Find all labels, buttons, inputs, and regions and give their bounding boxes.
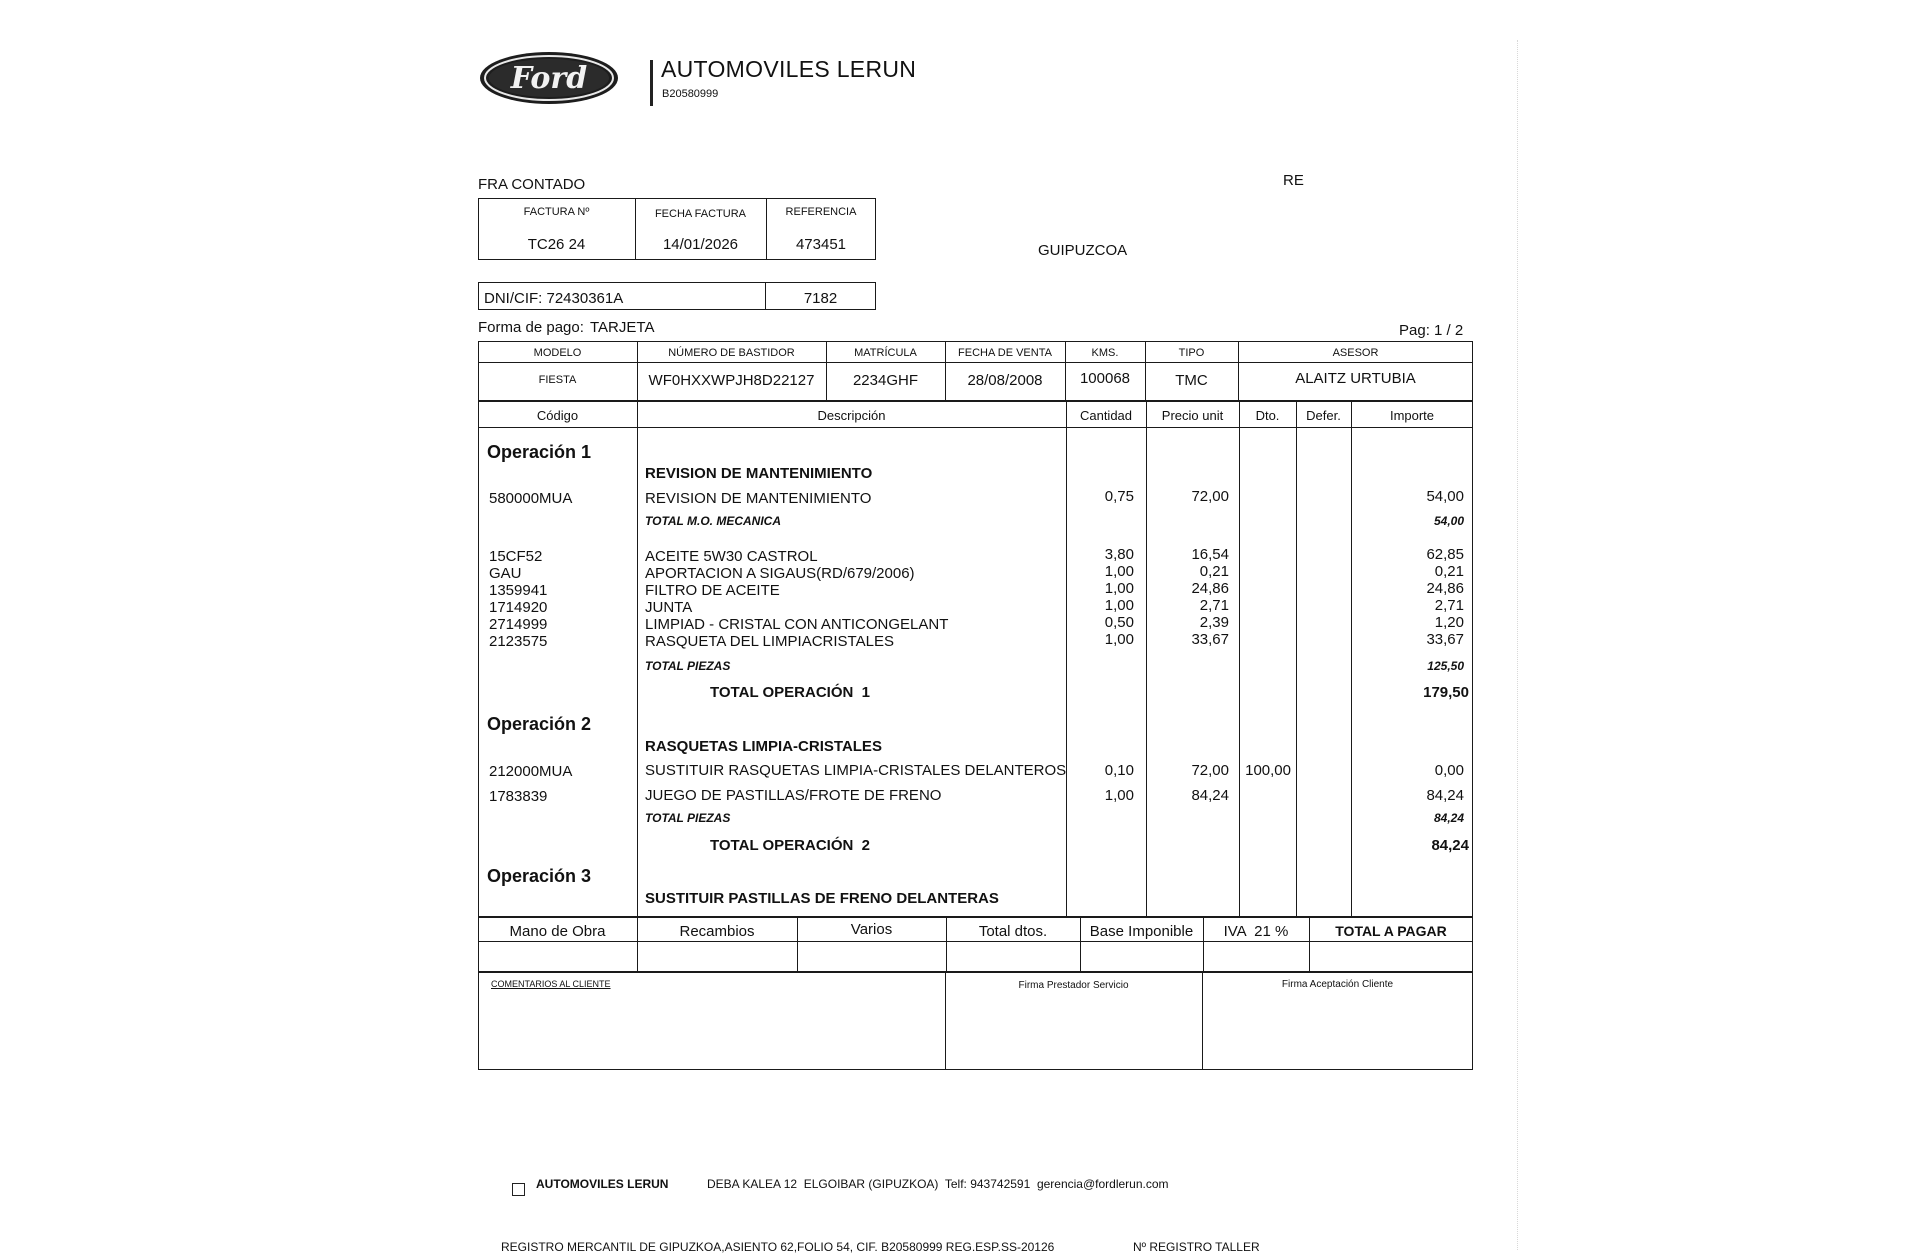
op2-labor-desc: SUSTITUIR RASQUETAS LIMPIA-CRISTALES DELANTEROS [645,762,1067,779]
table-row-price: 24,86 [1191,580,1229,597]
col-code: Código [536,408,579,423]
company-cif: B20580999 [662,88,719,100]
table-row-code: GAU [489,565,522,582]
table-row-price: 0,21 [1199,563,1229,580]
header-divider [650,60,653,106]
table-row-price: 2,39 [1199,614,1229,631]
table-row-amount: 62,85 [1426,546,1464,563]
table-row-qty: 3,80 [1104,546,1134,563]
vehicle-model: FIESTA [538,374,577,386]
vehicle-header-type: TIPO [1178,347,1205,359]
table-row-code: 15CF52 [489,548,543,565]
summary-vat-label: IVA 21 % [1223,923,1289,940]
op1-labor-price: 72,00 [1191,488,1229,505]
invoice-date-label: FECHA FACTURA [654,208,747,220]
client-province: GUIPUZCOA [1038,242,1128,259]
vehicle-header-vin: NÚMERO DE BASTIDOR [668,347,795,359]
reference-label: REFERENCIA [785,206,857,218]
op1-title: Operación 1 [487,442,592,462]
op3-subtitle: SUSTITUIR PASTILLAS DE FRENO DELANTERAS [645,890,999,907]
table-row-amount: 1,20 [1434,614,1464,631]
vehicle-header-kms: KMS. [1091,347,1119,359]
op2-labor-amount: 0,00 [1434,762,1464,779]
table-row-desc: JUNTA [645,599,693,616]
company-name: AUTOMOVILES LERUN [661,56,917,82]
vehicle-type: TMC [1175,372,1208,389]
table-row-price: 16,54 [1191,546,1229,563]
table-row-price: 2,71 [1199,597,1229,614]
op2-part-code: 1783839 [489,788,548,805]
op1-labor-qty: 0,75 [1104,488,1134,505]
op2-labor-code: 212000MUA [489,763,573,780]
vehicle-vin: WF0HXXWPJH8D22127 [648,372,815,389]
table-row-desc: ACEITE 5W30 CASTROL [645,548,818,565]
op1-total: 179,50 [1423,684,1469,701]
col-quantity: Cantidad [1079,408,1133,423]
col-amount: Importe [1389,408,1435,423]
op2-labor-discount: 100,00 [1245,762,1291,779]
summary-labor-label: Mano de Obra [509,923,606,940]
op2-part-amount: 84,24 [1426,787,1464,804]
table-row-desc: RASQUETA DEL LIMPIACRISTALES [645,633,894,650]
table-row-price: 33,67 [1191,631,1229,648]
op2-title: Operación 2 [487,714,592,734]
summary-parts-label: Recambios [679,923,755,940]
op2-total-label: TOTAL OPERACIÓN 2 [710,837,871,854]
op1-parts-total-label: TOTAL PIEZAS [645,659,731,673]
op2-part-desc: JUEGO DE PASTILLAS/FROTE DE FRENO [645,787,942,804]
summary-tax-base-label: Base Imponible [1089,923,1194,940]
table-row-qty: 1,00 [1104,597,1134,614]
op2-labor-price: 72,00 [1191,762,1229,779]
op1-labor-amount: 54,00 [1426,488,1464,505]
vehicle-header-advisor: ASESOR [1332,347,1379,359]
table-row-desc: LIMPIAD - CRISTAL CON ANTICONGELANT [645,616,949,633]
comments-label: COMENTARIOS AL CLIENTE [491,979,611,989]
table-row-amount: 2,71 [1434,597,1464,614]
op3-title: Operación 3 [487,866,592,886]
table-row-qty: 1,00 [1104,563,1134,580]
table-row-qty: 1,00 [1104,631,1134,648]
col-deferred: Defer. [1306,408,1341,423]
table-row-qty: 1,00 [1104,580,1134,597]
op1-total-label: TOTAL OPERACIÓN 1 [710,684,871,701]
dni-cif: DNI/CIF: 72430361A [484,290,624,307]
table-row-amount: 24,86 [1426,580,1464,597]
page-number: Pag: 1 / 2 [1399,322,1464,339]
logo-wordmark: Ford [510,61,588,96]
client-name-fragment: RE [1283,172,1304,189]
op1-labor-total: 54,00 [1433,514,1464,528]
table-row-code: 1359941 [489,582,548,599]
op1-labor-desc: REVISION DE MANTENIMIENTO [645,490,872,507]
footer-company: AUTOMOVILES LERUN [536,1177,669,1191]
vehicle-sale-date: 28/08/2008 [967,372,1043,389]
op1-labor-total-label: TOTAL M.O. MECANICA [645,514,781,528]
op2-total: 84,24 [1431,837,1469,854]
op2-part-price: 84,24 [1191,787,1229,804]
signature-provider-label: Firma Prestador Servicio [1018,980,1129,991]
op1-parts-total: 125,50 [1427,659,1464,673]
reference: 473451 [795,236,847,253]
payment-method: TARJETA [590,319,655,336]
invoice-date: 14/01/2026 [662,236,739,253]
vehicle-header-sale-date: FECHA DE VENTA [958,347,1052,359]
client-code: 7182 [803,290,838,307]
op1-subtitle: REVISION DE MANTENIMIENTO [645,465,873,482]
table-row-code: 2123575 [489,633,548,650]
table-row-qty: 0,50 [1104,614,1134,631]
summary-total-due-label: TOTAL A PAGAR [1335,923,1447,939]
vehicle-kms: 100068 [1079,370,1131,387]
op2-part-qty: 1,00 [1104,787,1134,804]
table-row-amount: 0,21 [1434,563,1464,580]
invoice-number-label: FACTURA Nº [523,206,590,218]
ford-logo [478,50,620,106]
op2-parts-total-label: TOTAL PIEZAS [645,811,731,825]
table-row-code: 1714920 [489,599,548,616]
invoice-number: TC26 24 [527,236,586,253]
footer-registry: REGISTRO MERCANTIL DE GIPUZKOA,ASIENTO 62,FOLIO 54, CIF. B20580999 REG.ESP.SS-20126 [501,1240,1055,1254]
payment-label: Forma de pago: [478,319,584,336]
table-row-desc: APORTACION A SIGAUS(RD/679/2006) [645,565,915,582]
vehicle-header-plate: MATRÍCULA [854,347,917,359]
vehicle-plate: 2234GHF [852,372,919,389]
table-row-desc: FILTRO DE ACEITE [645,582,780,599]
table-row-amount: 33,67 [1426,631,1464,648]
op2-parts-total: 84,24 [1433,811,1464,825]
vehicle-header-model: MODELO [533,347,582,359]
lines-table [478,401,1473,917]
table-row-code: 2714999 [489,616,548,633]
col-unit-price: Precio unit [1161,408,1224,423]
summary-discounts-label: Total dtos. [978,923,1048,940]
signature-client-label: Firma Aceptación Cliente [1281,979,1394,990]
col-discount: Dto. [1255,408,1280,423]
doc-type: FRA CONTADO [478,176,586,193]
footer-address: DEBA KALEA 12 ELGOIBAR (GIPUZKOA) Telf: 943742591 gerencia@fordlerun.com [707,1177,1169,1191]
col-description: Descripción [817,408,886,423]
scan-edge [1517,40,1518,1250]
op2-labor-qty: 0,10 [1104,762,1134,779]
summary-misc-label: Varios [850,921,893,938]
footer-workshop-registry: Nº REGISTRO TALLER [1133,1240,1260,1254]
vehicle-advisor: ALAITZ URTUBIA [1295,370,1416,387]
op2-subtitle: RASQUETAS LIMPIA-CRISTALES [645,738,882,755]
op1-labor-code: 580000MUA [489,490,573,507]
footer-checkbox-icon [512,1183,525,1196]
